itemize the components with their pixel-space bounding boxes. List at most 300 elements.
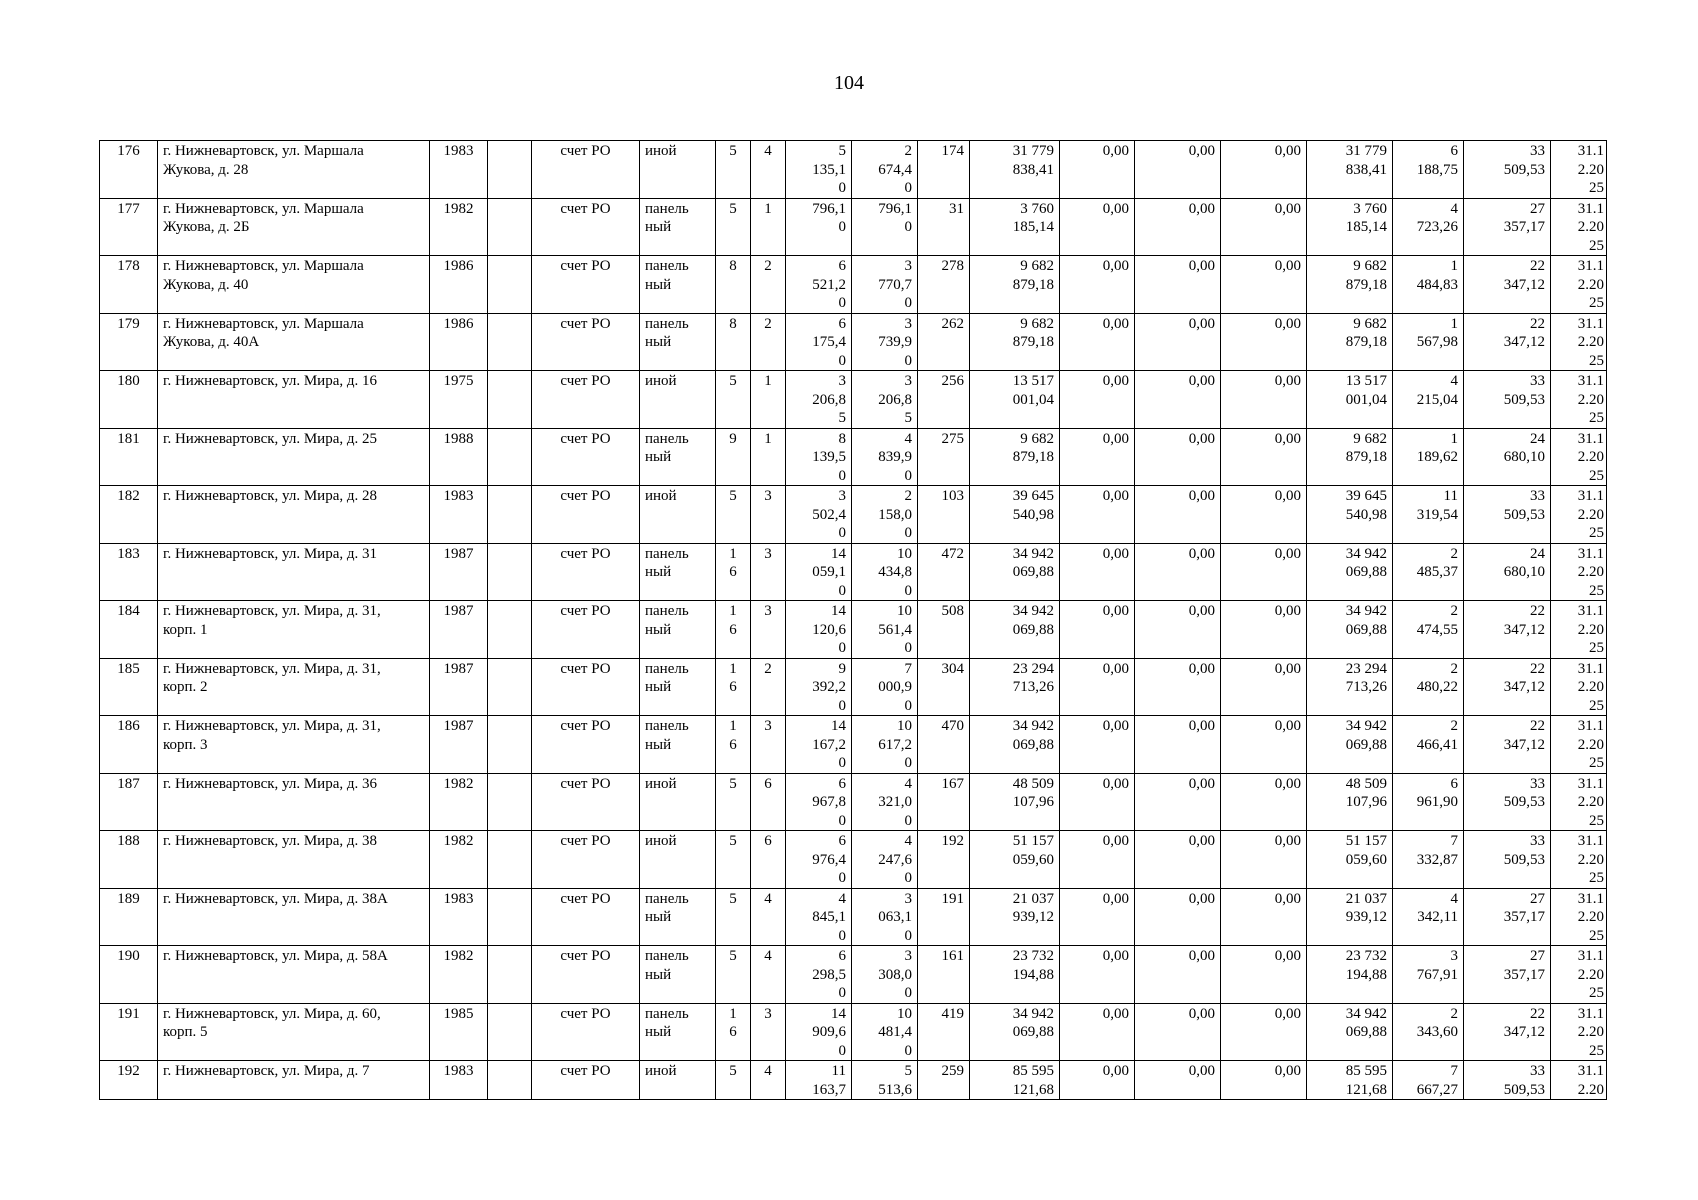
cell-residents: 259 [918,1061,970,1100]
cell-fund-owners: 48 509 107,96 [1307,773,1393,831]
cell-living-area: 2 674,4 0 [852,141,918,199]
cell-total-cost: 23 732 194,88 [970,946,1060,1004]
cell-wall-material: панель ный [640,888,716,946]
cell-unit-cost: 11 319,54 [1393,486,1464,544]
cell-fund-method: счет РО [532,1003,640,1061]
cell-build-year: 1983 [430,486,488,544]
cell-total-area: 14 059,1 0 [786,543,852,601]
cell-entrances: 3 [751,1003,786,1061]
cell-fund-owners: 85 595 121,68 [1307,1061,1393,1100]
cell-total-area: 9 392,2 0 [786,658,852,716]
cell-row-number: 183 [100,543,158,601]
cell-residents: 174 [918,141,970,199]
cell-completion-date: 31.1 2.20 25 [1551,601,1607,659]
cell-floors: 5 [716,371,751,429]
cell-total-area: 6 967,8 0 [786,773,852,831]
cell-fund-regional: 0,00 [1135,198,1221,256]
table-row [100,1061,1607,1100]
cell-build-year: 1987 [430,658,488,716]
cell-entrances: 3 [751,543,786,601]
cell-living-area: 3 063,1 0 [852,888,918,946]
cell-floors: 1 6 [716,716,751,774]
cell-address: г. Нижневартовск, ул. Мира, д. 16 [158,371,430,429]
cell-fund-federal: 0,00 [1060,658,1135,716]
cell-fund-regional: 0,00 [1135,773,1221,831]
cell-row-number: 179 [100,313,158,371]
table-row [100,313,1607,371]
cell-build-year: 1982 [430,773,488,831]
cell-fund-method: счет РО [532,543,640,601]
cell-residents: 167 [918,773,970,831]
cell-entrances: 1 [751,371,786,429]
cell-floors: 5 [716,486,751,544]
cell-floors: 9 [716,428,751,486]
cell-max-unit-cost: 22 347,12 [1464,1003,1551,1061]
cell-entrances: 1 [751,428,786,486]
cell-unit-cost: 4 342,11 [1393,888,1464,946]
cell-wall-material: панель ный [640,543,716,601]
cell-fund-local: 0,00 [1221,658,1307,716]
cell-fund-regional: 0,00 [1135,256,1221,314]
cell-residents: 472 [918,543,970,601]
cell-wall-material: панель ный [640,1003,716,1061]
cell-address: г. Нижневартовск, ул. Мира, д. 28 [158,486,430,544]
cell-build-year: 1982 [430,198,488,256]
cell-fund-method: счет РО [532,831,640,889]
cell-total-cost: 34 942 069,88 [970,601,1060,659]
cell-build-year: 1983 [430,141,488,199]
cell-total-cost: 21 037 939,12 [970,888,1060,946]
cell-fund-local: 0,00 [1221,601,1307,659]
cell-fund-regional: 0,00 [1135,1003,1221,1061]
cell-entrances: 6 [751,773,786,831]
cell-total-area: 796,1 0 [786,198,852,256]
cell-completion-date: 31.1 2.20 25 [1551,831,1607,889]
cell-unit-cost: 1 567,98 [1393,313,1464,371]
cell-fund-federal: 0,00 [1060,946,1135,1004]
cell-max-unit-cost: 24 680,10 [1464,428,1551,486]
cell-fund-local: 0,00 [1221,1061,1307,1100]
cell-entrances: 1 [751,198,786,256]
cell-fund-federal: 0,00 [1060,543,1135,601]
table-row [100,831,1607,889]
cell-fund-regional: 0,00 [1135,888,1221,946]
cell-unit-cost: 2 485,37 [1393,543,1464,601]
cell-fund-federal: 0,00 [1060,601,1135,659]
cell-fund-federal: 0,00 [1060,198,1135,256]
cell-fund-owners: 23 732 194,88 [1307,946,1393,1004]
cell-fund-method: счет РО [532,198,640,256]
cell-living-area: 10 617,2 0 [852,716,918,774]
cell-residents: 31 [918,198,970,256]
cell-fund-method: счет РО [532,371,640,429]
cell-address: г. Нижневартовск, ул. Мира, д. 31, корп. 3 [158,716,430,774]
cell-fund-federal: 0,00 [1060,888,1135,946]
cell-blank [488,198,532,256]
table-row [100,601,1607,659]
cell-fund-local: 0,00 [1221,543,1307,601]
cell-entrances: 2 [751,256,786,314]
cell-total-cost: 34 942 069,88 [970,716,1060,774]
cell-residents: 262 [918,313,970,371]
cell-living-area: 10 481,4 0 [852,1003,918,1061]
cell-unit-cost: 3 767,91 [1393,946,1464,1004]
cell-fund-local: 0,00 [1221,831,1307,889]
cell-max-unit-cost: 22 347,12 [1464,601,1551,659]
cell-floors: 1 6 [716,658,751,716]
cell-fund-method: счет РО [532,946,640,1004]
cell-blank [488,543,532,601]
cell-max-unit-cost: 27 357,17 [1464,946,1551,1004]
cell-unit-cost: 2 466,41 [1393,716,1464,774]
cell-fund-regional: 0,00 [1135,716,1221,774]
cell-wall-material: иной [640,486,716,544]
cell-fund-regional: 0,00 [1135,601,1221,659]
cell-blank [488,946,532,1004]
cell-residents: 419 [918,1003,970,1061]
cell-fund-method: счет РО [532,141,640,199]
cell-fund-owners: 31 779 838,41 [1307,141,1393,199]
cell-row-number: 189 [100,888,158,946]
housing-register-table [99,140,1607,1100]
cell-blank [488,313,532,371]
cell-build-year: 1983 [430,1061,488,1100]
cell-fund-federal: 0,00 [1060,428,1135,486]
cell-total-cost: 48 509 107,96 [970,773,1060,831]
cell-completion-date: 31.1 2.20 25 [1551,428,1607,486]
cell-fund-owners: 34 942 069,88 [1307,601,1393,659]
cell-fund-local: 0,00 [1221,141,1307,199]
cell-row-number: 184 [100,601,158,659]
cell-living-area: 3 770,7 0 [852,256,918,314]
cell-total-cost: 9 682 879,18 [970,313,1060,371]
cell-floors: 1 6 [716,601,751,659]
cell-fund-local: 0,00 [1221,1003,1307,1061]
cell-entrances: 2 [751,658,786,716]
cell-build-year: 1983 [430,888,488,946]
cell-fund-method: счет РО [532,888,640,946]
cell-build-year: 1987 [430,601,488,659]
cell-blank [488,658,532,716]
cell-entrances: 6 [751,831,786,889]
cell-living-area: 4 247,6 0 [852,831,918,889]
cell-blank [488,371,532,429]
cell-floors: 5 [716,773,751,831]
cell-total-area: 3 206,8 5 [786,371,852,429]
cell-residents: 161 [918,946,970,1004]
table-row [100,256,1607,314]
cell-wall-material: иной [640,371,716,429]
cell-address: г. Нижневартовск, ул. Маршала Жукова, д. 28 [158,141,430,199]
cell-floors: 5 [716,831,751,889]
cell-fund-federal: 0,00 [1060,1061,1135,1100]
table-row [100,716,1607,774]
cell-build-year: 1986 [430,256,488,314]
cell-fund-local: 0,00 [1221,888,1307,946]
cell-total-cost: 51 157 059,60 [970,831,1060,889]
cell-address: г. Нижневартовск, ул. Мира, д. 31 [158,543,430,601]
cell-total-cost: 34 942 069,88 [970,543,1060,601]
cell-floors: 1 6 [716,543,751,601]
cell-max-unit-cost: 33 509,53 [1464,141,1551,199]
cell-completion-date: 31.1 2.20 25 [1551,141,1607,199]
cell-wall-material: панель ный [640,716,716,774]
cell-total-area: 4 845,1 0 [786,888,852,946]
cell-entrances: 4 [751,888,786,946]
cell-row-number: 178 [100,256,158,314]
cell-row-number: 191 [100,1003,158,1061]
table-row [100,141,1607,199]
cell-unit-cost: 1 484,83 [1393,256,1464,314]
cell-completion-date: 31.1 2.20 25 [1551,256,1607,314]
cell-entrances: 3 [751,716,786,774]
cell-address: г. Нижневартовск, ул. Мира, д. 31, корп. 1 [158,601,430,659]
cell-entrances: 4 [751,1061,786,1100]
cell-address: г. Нижневартовск, ул. Маршала Жукова, д. 40А [158,313,430,371]
cell-total-area: 6 976,4 0 [786,831,852,889]
cell-blank [488,601,532,659]
cell-completion-date: 31.1 2.20 25 [1551,543,1607,601]
cell-wall-material: панель ный [640,313,716,371]
cell-address: г. Нижневартовск, ул. Мира, д. 31, корп. 2 [158,658,430,716]
cell-fund-owners: 9 682 879,18 [1307,313,1393,371]
cell-fund-owners: 13 517 001,04 [1307,371,1393,429]
cell-fund-federal: 0,00 [1060,371,1135,429]
cell-total-cost: 13 517 001,04 [970,371,1060,429]
cell-total-cost: 9 682 879,18 [970,256,1060,314]
cell-fund-method: счет РО [532,716,640,774]
cell-fund-regional: 0,00 [1135,543,1221,601]
cell-wall-material: панель ный [640,198,716,256]
cell-total-area: 14 120,6 0 [786,601,852,659]
cell-living-area: 4 321,0 0 [852,773,918,831]
cell-max-unit-cost: 27 357,17 [1464,888,1551,946]
cell-fund-federal: 0,00 [1060,486,1135,544]
cell-max-unit-cost: 33 509,53 [1464,1061,1551,1100]
cell-address: г. Нижневартовск, ул. Мира, д. 36 [158,773,430,831]
cell-total-cost: 31 779 838,41 [970,141,1060,199]
cell-living-area: 5 513,6 [852,1061,918,1100]
cell-floors: 5 [716,198,751,256]
cell-unit-cost: 2 474,55 [1393,601,1464,659]
cell-row-number: 187 [100,773,158,831]
cell-total-cost: 23 294 713,26 [970,658,1060,716]
cell-row-number: 182 [100,486,158,544]
cell-fund-owners: 51 157 059,60 [1307,831,1393,889]
cell-floors: 8 [716,256,751,314]
cell-floors: 5 [716,1061,751,1100]
cell-address: г. Нижневартовск, ул. Мира, д. 60, корп. 5 [158,1003,430,1061]
cell-blank [488,888,532,946]
cell-fund-federal: 0,00 [1060,141,1135,199]
cell-max-unit-cost: 33 509,53 [1464,831,1551,889]
cell-floors: 1 6 [716,1003,751,1061]
cell-living-area: 3 739,9 0 [852,313,918,371]
cell-blank [488,831,532,889]
cell-entrances: 3 [751,486,786,544]
cell-address: г. Нижневартовск, ул. Мира, д. 38 [158,831,430,889]
cell-row-number: 186 [100,716,158,774]
cell-address: г. Нижневартовск, ул. Мира, д. 38А [158,888,430,946]
cell-floors: 5 [716,888,751,946]
cell-row-number: 181 [100,428,158,486]
table-body [100,141,1607,1100]
cell-entrances: 4 [751,946,786,1004]
cell-max-unit-cost: 22 347,12 [1464,716,1551,774]
table-row [100,658,1607,716]
cell-fund-local: 0,00 [1221,716,1307,774]
cell-completion-date: 31.1 2.20 25 [1551,946,1607,1004]
cell-floors: 5 [716,946,751,1004]
cell-entrances: 3 [751,601,786,659]
cell-completion-date: 31.1 2.20 25 [1551,371,1607,429]
cell-total-area: 11 163,7 [786,1061,852,1100]
cell-fund-local: 0,00 [1221,428,1307,486]
cell-total-area: 14 167,2 0 [786,716,852,774]
cell-build-year: 1986 [430,313,488,371]
cell-max-unit-cost: 22 347,12 [1464,658,1551,716]
cell-total-area: 8 139,5 0 [786,428,852,486]
cell-total-area: 6 521,2 0 [786,256,852,314]
table-row [100,486,1607,544]
cell-living-area: 4 839,9 0 [852,428,918,486]
cell-total-cost: 39 645 540,98 [970,486,1060,544]
cell-row-number: 180 [100,371,158,429]
cell-wall-material: иной [640,831,716,889]
cell-entrances: 4 [751,141,786,199]
cell-build-year: 1987 [430,716,488,774]
cell-total-area: 6 298,5 0 [786,946,852,1004]
cell-wall-material: иной [640,773,716,831]
cell-address: г. Нижневартовск, ул. Маршала Жукова, д. 2Б [158,198,430,256]
cell-max-unit-cost: 22 347,12 [1464,256,1551,314]
cell-fund-local: 0,00 [1221,198,1307,256]
page-number: 104 [834,72,864,94]
cell-residents: 192 [918,831,970,889]
cell-unit-cost: 6 961,90 [1393,773,1464,831]
cell-blank [488,141,532,199]
cell-wall-material: панель ный [640,946,716,1004]
cell-residents: 103 [918,486,970,544]
cell-row-number: 185 [100,658,158,716]
cell-fund-regional: 0,00 [1135,371,1221,429]
table-row [100,371,1607,429]
cell-fund-regional: 0,00 [1135,658,1221,716]
cell-entrances: 2 [751,313,786,371]
cell-completion-date: 31.1 2.20 25 [1551,1003,1607,1061]
cell-fund-owners: 9 682 879,18 [1307,428,1393,486]
cell-completion-date: 31.1 2.20 25 [1551,658,1607,716]
cell-fund-regional: 0,00 [1135,1061,1221,1100]
cell-fund-owners: 34 942 069,88 [1307,1003,1393,1061]
cell-fund-owners: 9 682 879,18 [1307,256,1393,314]
cell-floors: 8 [716,313,751,371]
cell-residents: 191 [918,888,970,946]
cell-fund-federal: 0,00 [1060,773,1135,831]
cell-fund-method: счет РО [532,256,640,314]
cell-total-cost: 9 682 879,18 [970,428,1060,486]
cell-living-area: 10 434,8 0 [852,543,918,601]
cell-living-area: 10 561,4 0 [852,601,918,659]
cell-fund-method: счет РО [532,601,640,659]
cell-row-number: 176 [100,141,158,199]
cell-address: г. Нижневартовск, ул. Маршала Жукова, д. 40 [158,256,430,314]
table-row [100,198,1607,256]
table-row [100,428,1607,486]
cell-row-number: 177 [100,198,158,256]
cell-wall-material: иной [640,141,716,199]
cell-wall-material: иной [640,1061,716,1100]
cell-row-number: 188 [100,831,158,889]
cell-wall-material: панель ный [640,658,716,716]
cell-fund-owners: 3 760 185,14 [1307,198,1393,256]
cell-living-area: 3 308,0 0 [852,946,918,1004]
cell-living-area: 3 206,8 5 [852,371,918,429]
cell-fund-regional: 0,00 [1135,428,1221,486]
cell-unit-cost: 4 723,26 [1393,198,1464,256]
cell-max-unit-cost: 27 357,17 [1464,198,1551,256]
cell-total-cost: 3 760 185,14 [970,198,1060,256]
cell-address: г. Нижневартовск, ул. Мира, д. 7 [158,1061,430,1100]
cell-max-unit-cost: 33 509,53 [1464,486,1551,544]
cell-wall-material: панель ный [640,601,716,659]
cell-unit-cost: 4 215,04 [1393,371,1464,429]
cell-row-number: 190 [100,946,158,1004]
cell-fund-method: счет РО [532,313,640,371]
cell-fund-federal: 0,00 [1060,1003,1135,1061]
cell-build-year: 1982 [430,831,488,889]
cell-blank [488,428,532,486]
cell-total-cost: 34 942 069,88 [970,1003,1060,1061]
cell-fund-method: счет РО [532,486,640,544]
cell-fund-regional: 0,00 [1135,141,1221,199]
cell-total-area: 6 175,4 0 [786,313,852,371]
cell-completion-date: 31.1 2.20 25 [1551,716,1607,774]
cell-total-area: 14 909,6 0 [786,1003,852,1061]
cell-fund-owners: 23 294 713,26 [1307,658,1393,716]
table-row [100,888,1607,946]
cell-fund-federal: 0,00 [1060,716,1135,774]
cell-row-number: 192 [100,1061,158,1100]
cell-fund-regional: 0,00 [1135,946,1221,1004]
cell-residents: 256 [918,371,970,429]
cell-completion-date: 31.1 2.20 [1551,1061,1607,1100]
cell-fund-owners: 34 942 069,88 [1307,543,1393,601]
table-row [100,773,1607,831]
cell-blank [488,716,532,774]
cell-residents: 508 [918,601,970,659]
cell-blank [488,256,532,314]
cell-fund-method: счет РО [532,658,640,716]
cell-fund-regional: 0,00 [1135,486,1221,544]
cell-residents: 304 [918,658,970,716]
table-row [100,1003,1607,1061]
cell-fund-regional: 0,00 [1135,313,1221,371]
cell-residents: 470 [918,716,970,774]
cell-completion-date: 31.1 2.20 25 [1551,888,1607,946]
cell-max-unit-cost: 24 680,10 [1464,543,1551,601]
cell-fund-method: счет РО [532,428,640,486]
cell-completion-date: 31.1 2.20 25 [1551,773,1607,831]
cell-fund-owners: 34 942 069,88 [1307,716,1393,774]
cell-total-area: 3 502,4 0 [786,486,852,544]
cell-fund-local: 0,00 [1221,256,1307,314]
cell-fund-federal: 0,00 [1060,313,1135,371]
cell-residents: 278 [918,256,970,314]
cell-build-year: 1987 [430,543,488,601]
cell-build-year: 1988 [430,428,488,486]
cell-fund-method: счет РО [532,773,640,831]
